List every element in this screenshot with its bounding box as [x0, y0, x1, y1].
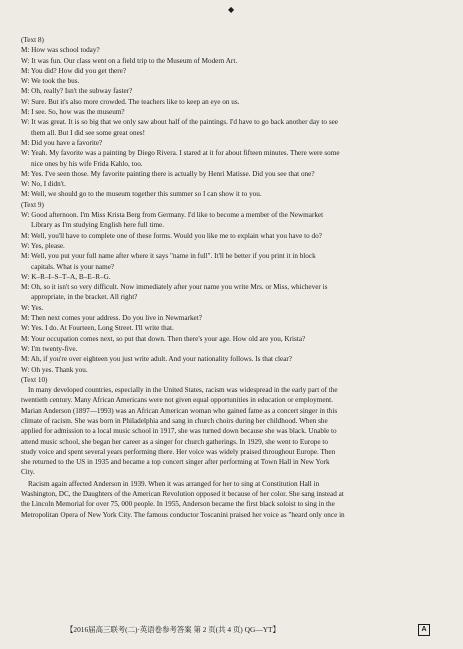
text-line: Library as I'm studying English here full time. — [31, 221, 165, 230]
page-footer — [66, 625, 280, 635]
text-line: M: You did? How did you get there? — [21, 66, 127, 75]
text-line: them all. But I did see some great ones! — [31, 128, 145, 137]
text-line: W: No, I didn't. — [21, 180, 66, 189]
text-line: applied for admission to a local music school in 1917, she was turned down because she was black. Unable to — [21, 427, 337, 436]
text-line: W: Yeah. My favorite was a painting by Diego Rivera. I stared at it for about fifteen minutes. There were some — [21, 149, 340, 158]
footer-page-number: 第 2 页(共 4 页) — [193, 625, 243, 634]
text-line: M: Oh, so it isn't so very difficult. Now immediately after your name you write Mrs. or Miss, whichever is — [21, 283, 328, 292]
text-line: M: Your occupation comes next, so put that down. Then there's your age. How old are you, Krista? — [21, 334, 306, 343]
text-line: attend music school, she began her career as a singer for church gatherings. In 1929, she went to Europe to — [21, 437, 328, 446]
text-line: climate of racism. She was born in Philadelphia and sang in church choirs during her childhood. When she — [21, 416, 328, 425]
transcript-body — [21, 35, 444, 520]
text-line: (Text 9) — [21, 200, 44, 209]
text-line: W: It was great. It is so big that we only saw about half of the paintings. I'd have to go back another day to see — [21, 118, 338, 127]
text-line: appropriate, in the bracket. All right? — [31, 293, 138, 302]
text-line: W: Oh yes. Thank you. — [21, 365, 88, 374]
text-line: capitals. What is your name? — [31, 262, 115, 271]
text-line: W: K–R–I–S–T–A, B–E–R–G. — [21, 272, 111, 281]
text-line: (Text 8) — [21, 36, 44, 44]
text-line: In many developed countries, especially in the United States, racism was widespread in the early part of the — [28, 386, 338, 395]
text-line: W: Yes. — [21, 303, 44, 312]
text-line: W: We took the bus. — [21, 77, 80, 86]
text-line: M: How was school today? — [21, 46, 100, 55]
text-line: M: Ah, if you're over eighteen you just write adult. And your nationality follows. Is that clear? — [21, 355, 292, 364]
text-line: Washington, DC, the Daughters of the American Revolution opposed it because of her color. She sang instead at — [21, 490, 344, 499]
text-line: M: I see. So, how was the museum? — [21, 108, 125, 117]
footer-title: 【2016届高三联考(二)·英语卷参考答案 — [66, 625, 192, 634]
text-line: nice ones by his wife Frida Kahlo, too. — [31, 159, 143, 168]
text-line: M: Well, you'll have to complete one of these forms. Would you like me to explain what you have to do? — [21, 231, 322, 240]
text-line: W: Good afternoon. I'm Miss Krista Berg from Germany. I'd like to become a member of the Newmarket — [21, 211, 324, 220]
text-line: twentieth century. Many African Americans were not given equal opportunities in education or employment. — [21, 396, 333, 405]
text-line: Racism again affected Anderson in 1939. When it was arranged for her to sing at Constitution Hall in — [28, 479, 320, 488]
text-line: M: Yes. I've seen those. My favorite painting there is actually by Henri Matisse. Did you see that one? — [21, 169, 315, 178]
text-line: W: Sure. But it's also more crowded. The teachers like to keep an eye on us. — [21, 97, 240, 106]
text-line: (Text 10) — [21, 375, 48, 384]
version-box: A — [418, 624, 430, 636]
top-mark: ◆ — [228, 5, 235, 14]
text-line: M: Oh, really? Isn't the subway faster? — [21, 87, 133, 96]
text-line: M: Well, we should go to the museum together this summer so I can show it to you. — [21, 190, 262, 199]
text-line: M: Then next comes your address. Do you live in Newmarket? — [21, 314, 202, 323]
text-line: Marian Anderson (1897—1993) was an African American woman who gained fame as a concert singer in this — [21, 406, 338, 415]
text-line: the Lincoln Memorial for over 75, 000 people. In 1955, Anderson became the first black soloist to sing in the — [21, 500, 335, 509]
text-line: W: I'm twenty-five. — [21, 344, 78, 353]
text-line: study voice and spent several years performing there. Her voice was widely praised throughout Europe. Then — [21, 447, 336, 456]
footer-code: QG—YT】 — [244, 625, 280, 634]
text-line: City. — [21, 468, 35, 477]
text-line: W: Yes, please. — [21, 241, 65, 250]
text-line: Metropolitan Opera of New York City. The famous conductor Toscanini praised her voice as "heard only once in — [21, 510, 345, 519]
text-line: W: Yes. I do. At Fourteen, Long Street. I'll write that. — [21, 324, 174, 333]
text-line: W: It was fun. Our class went on a field trip to the Museum of Modern Art. — [21, 56, 238, 65]
text-line: M: Did you have a favorite? — [21, 138, 103, 147]
text-line: M: Well, you put your full name after where it says "name in full". It'll be better if you print it in block — [21, 252, 316, 261]
text-line: she returned to the US in 1935 and became a top concert singer after performing at Town Hall in New York — [21, 458, 330, 467]
